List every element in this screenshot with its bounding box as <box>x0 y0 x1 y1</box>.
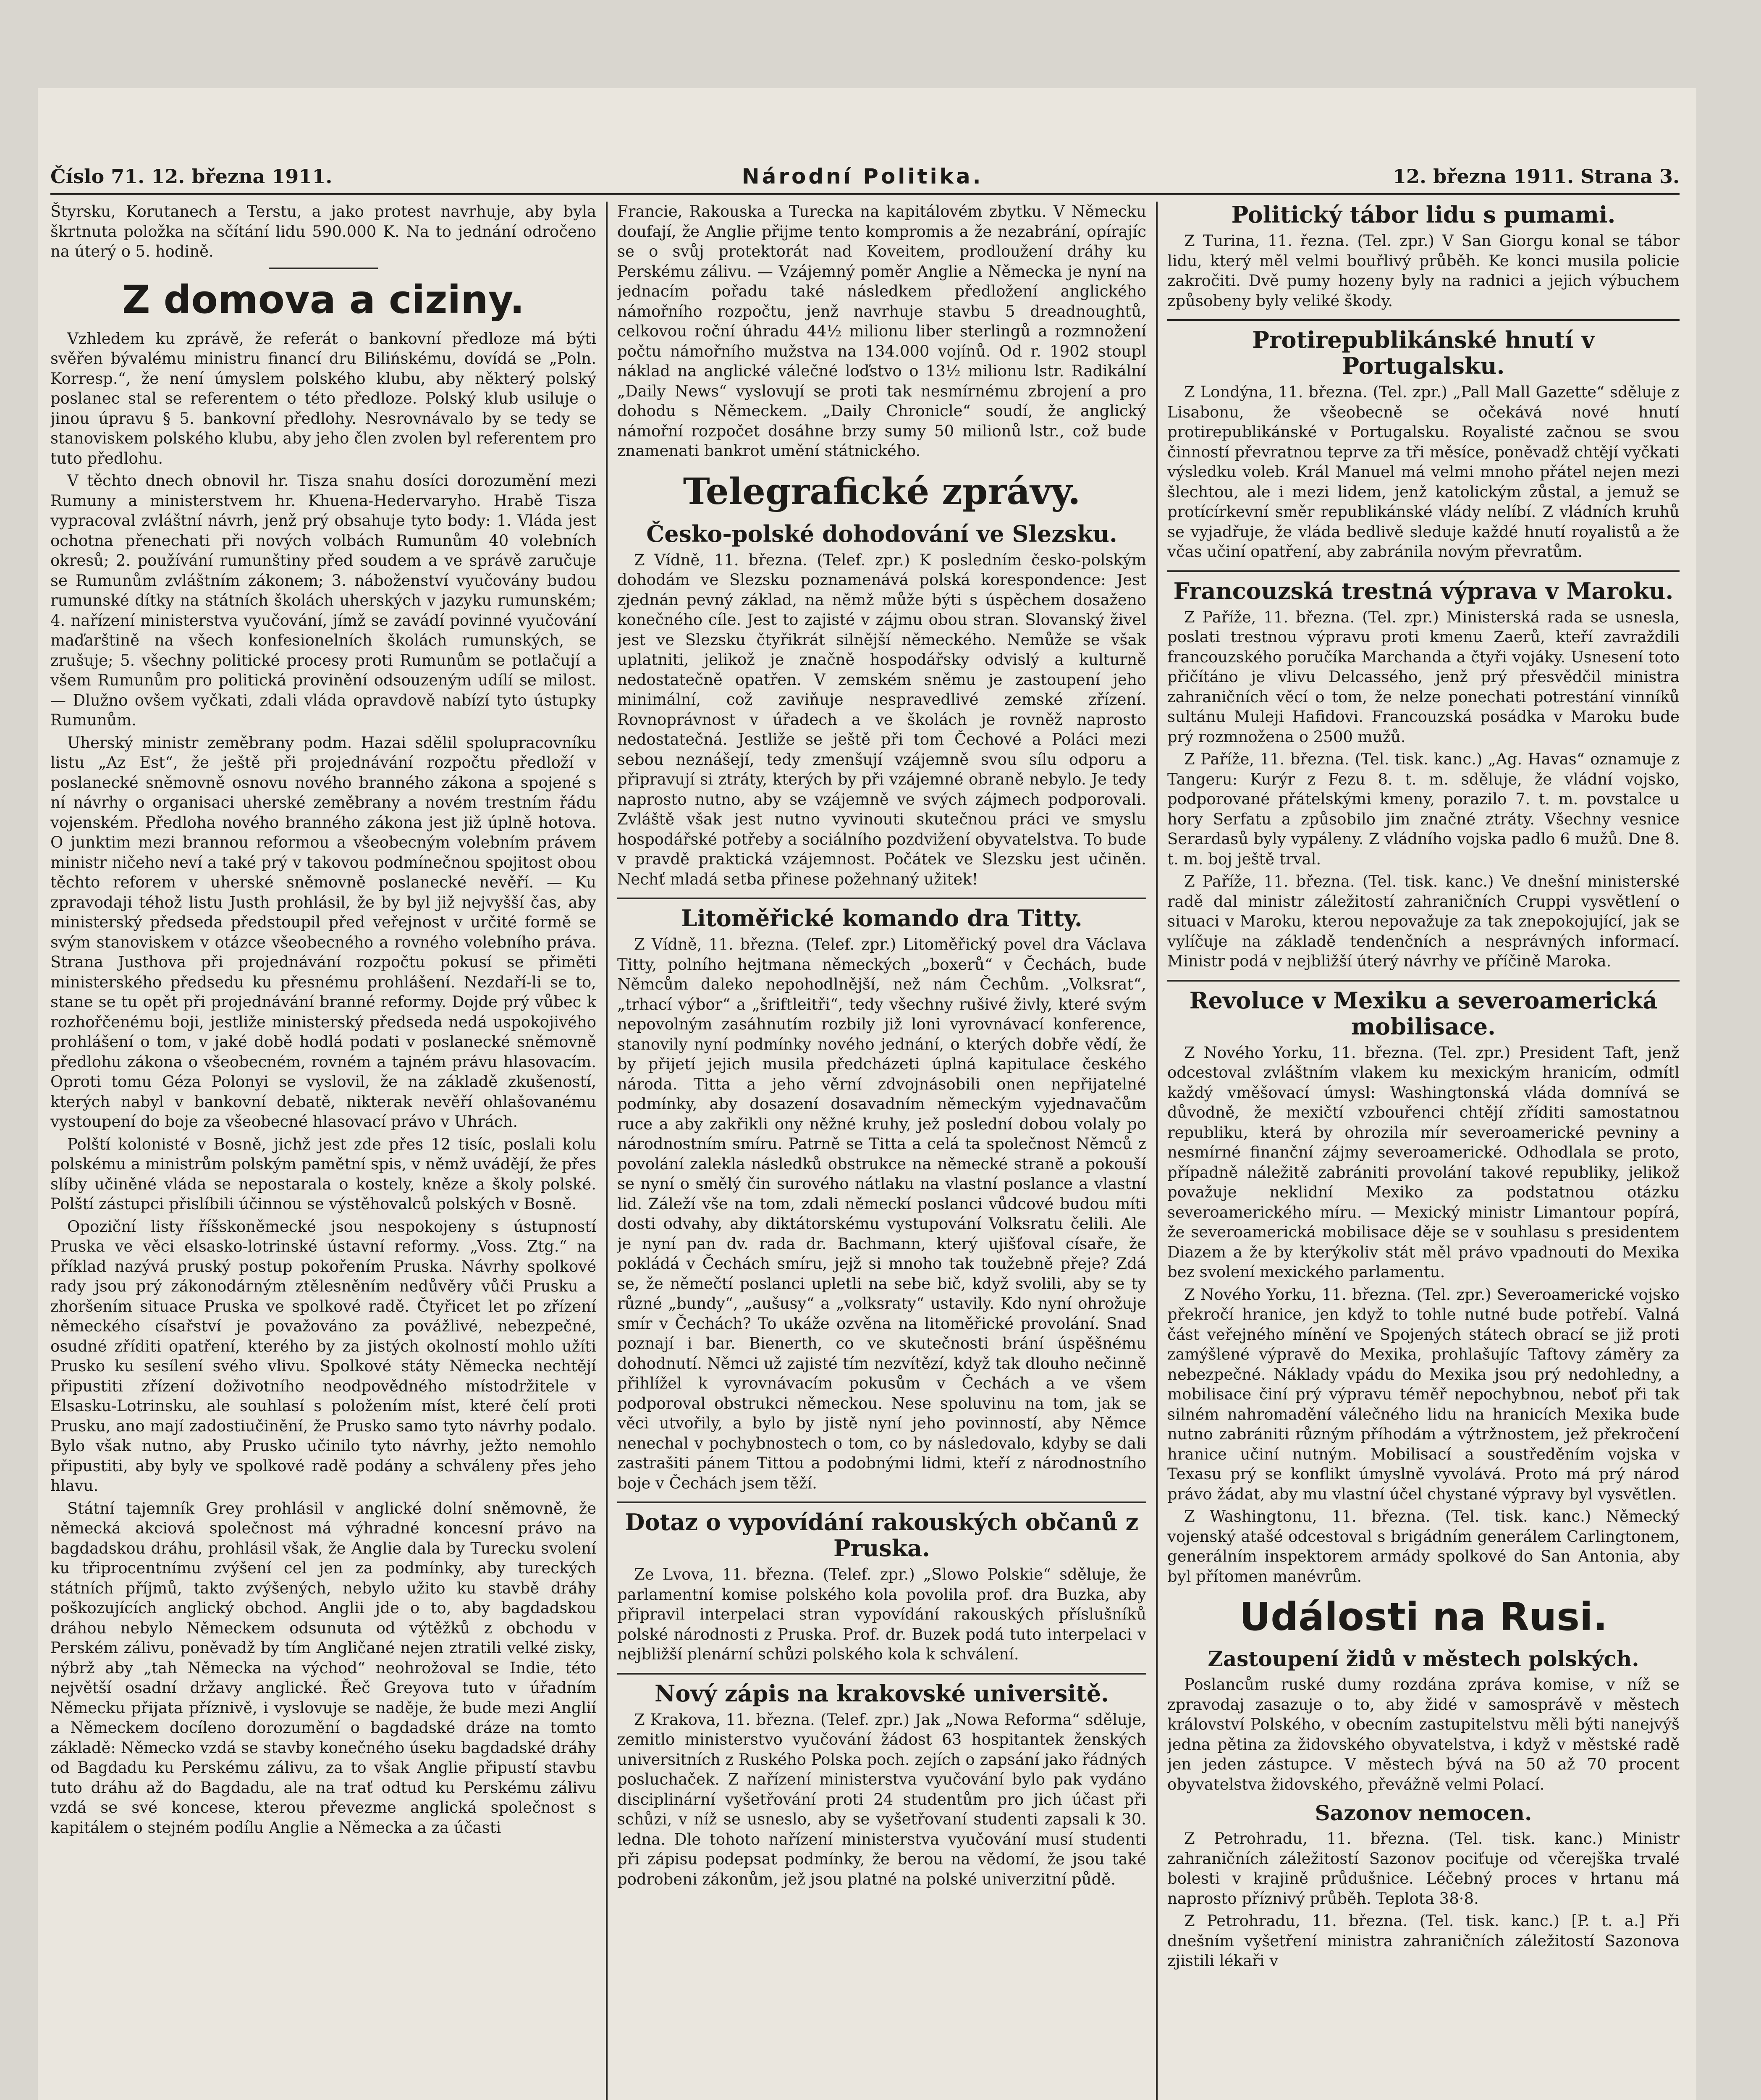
section-title: Události na Rusi. <box>1239 1594 1608 1639</box>
article-text: Z Nového Yorku, 11. března. (Tel. zpr.) Severoamerické vojsko překročí hranice, jen když to tohle nutné bude potřebí. Valná část veřejného mínění ve Spojených státech obrací se již proti zamýšlené výpravě do Mexika, prohlašujíc Taftovy záměry za nebezpečné. Náklady vpádu do Mexika jsou prý nedohledny, a mobilisace činí prý výpravu téměř nepochybnou, neboť při tak silném nahromadění válečného lidu na hranicích Mexika bude nutno zabrániti různým příhodám a výtržnostem, jež překročení hranice učiní nutným. Mobilisací a soustředěním vojska v Texasu prý se konflikt úmyslně vyvolává. Proto má prý národ právo žádat, aby mu vlastní účel chystané výpravy byl vysvětlen. <box>1167 1285 1680 1503</box>
masthead: Národní Politika. <box>742 164 983 189</box>
article-headline: Francouzská trestná výprava v Maroku. <box>1167 570 1680 604</box>
article-text: Ze Lvova, 11. března. (Telef. zpr.) „Slowo Polskie“ sděluje, že parlamentní komise polského kola povolila prof. dra Buzka, aby připravil interpelaci stran vypovídání rakouských příslušníků polské národnosti z Pruska. Prof. dr. Buzek podá tuto interpelaci v nejbližší plenární schůzi polského kola k schválení. <box>617 1565 1146 1663</box>
article-text: Z Vídně, 11. března. (Telef. zpr.) K posledním česko-polským dohodám ve Slezsku poznamenává polská korespondence: Jest zjednán pevný základ, na němž může býti s úspěchem dosaženo konečného cíle. Jest to zajisté v zájmu obou stran. Slovanský živel jest ve Slezsku čtyřikrát silnější německého. Nemůže se však uplatniti, jelikož je značně hospodářsky odvislý a kulturně nedostatečně opatřen. V zemském sněmu je zastoupení jeho minimální, což zaviňuje nespravedlivé zemské zřízení. Rovnoprávnost v úřadech a ve školách je rovněž naprosto nedostatečná. Jestliže se ještě při tom Čechové a Poláci mezi sebou neznášejí, tedy zmenšují vzájemně svou sílu odporu a připravují si ztráty, kterých by při vzájemné obraně nebylo. Je tedy naprosto nutno, aby se vzájemně ve svých zájmech podporovali. Zvláště však jest nutno vyvinouti skutečnou práci ve smyslu hospodářské potřeby a sociálního pozdvižení obyvatelstva. To bude v pravdě praktická vzájemnost. Počátek ve Slezsku jest učiněn. Nechť mladá setba přinese požehnaný užitek! <box>617 551 1146 888</box>
article-text: Z Turina, 11. řezna. (Tel. zpr.) V San Giorgu konal se tábor lidu, který měl velmi bouřlivý průběh. Ke konci musila policie zakročiti. Dvě pumy hozeny byly na radnici a jejich výbuchem způsobeny byly veliké škody. <box>1167 232 1680 310</box>
article-text: Státní tajemník Grey prohlásil v anglické dolní sněmovně, že německá akciová společnost má výhradné koncesní právo na bagdadskou dráhu, prohlásil však, že Anglie dala by Turecku svolení ku třiprocentnímu zvýšení cel jen za podmínky, aby tureckých státních příjmů, takto zvýšených, nebylo užito ku stavbě dráhy poškozujících anglický obchod. Anglii jde o to, aby bagdadskou dráhou nebylo Německem odsunuta od výtěžků z obchodu v Perském zálivu, poněvadž by tím Angličané nejen ztratili velké zisky, nýbrž aby „tah Německa na východ“ neohrožoval se Indie, této největší osadní državy anglické. Řeč Greyova tuto v úřadním Německu přijata příznivě, i vyslovuje se naděje, že bude mezi Anglií a Německem docíleno dorozumění o bagdadské dráze na tomto základě: Německo vzdá se stavby konečného úseku bagdadské dráhy od Bagdadu ku Perskému zálivu, za to však Anglie připustí stavbu tuto dráhu až do Bagdadu, ale na trať odtud ku Perskému zálivu vzdá se své koncese, kterou převezme anglická společnost s kapitálem o stejném podílu Anglie a Německa a za účasti <box>50 1499 596 1837</box>
section-title: Telegrafické zprávy. <box>683 470 1081 513</box>
column-3 <box>1167 202 1680 2100</box>
column-1 <box>50 202 596 2100</box>
section-title: Z domova a ciziny. <box>122 277 525 322</box>
column-divider <box>606 202 608 2100</box>
article-headline: Nový zápis na krakovské universitě. <box>617 1673 1146 1706</box>
article-headline: Zastoupení židů v městech polských. <box>1208 1646 1639 1671</box>
article-text: Z Londýna, 11. března. (Tel. zpr.) „Pall Mall Gazette“ sděluje z Lisabonu, že všeobecně se očekává nové hnutí protirepublikánské v Portugalsku. Royalisté začnou se svou činností převratnou teprve za tři měsíce, poněvadž chtějí vyčkati výsledku voleb. Král Manuel má velmi mnoho přátel nejen mezi šlechtou, ale i mezi lidem, jenž katolickým zůstal, a jemuž se protícírkevní směr republikánské vlády nelíbí. Z vládních kruhů se vyjadřuje, že vláda bedlivě sleduje každé hnutí royalistů a že včas učiní opatření, aby zabránila novým převratům. <box>1167 383 1680 561</box>
article-headline: Česko-polské dohodování ve Slezsku. <box>646 520 1117 547</box>
article-headline: Dotaz o vypovídání rakouských občanů z Pruska. <box>617 1502 1146 1561</box>
article-text: Z Petrohradu, 11. března. (Tel. tisk. kanc.) [P. t. a.] Při dnešním vyšetření ministra zahraničních záležitostí Sazonova zjistili lékaři v <box>1167 1912 1680 1970</box>
article-text: Poslancům ruské dumy rozdána zpráva komise, v níž se zpravodaj zasazuje o to, aby židé v samosprávě v městech království Polského, v obecním zastupitelstvu měli býti nanejvýš jedna pětina za židovského obyvatelstva, i když v městské radě jen jeden zástupce. V městech bývá na 50 až 70 procent obyvatelstva židovského, převážně velmi Polací. <box>1167 1675 1680 1793</box>
page-info: 12. března 1911. Strana 3. <box>1393 165 1680 188</box>
article-text: Z Krakova, 11. března. (Telef. zpr.) Jak „Nowa Reforma“ sděluje, zemitlo ministerstvo vyučování žádost 63 hospitantek ženských universitních z Ruského Polska poch. zejích o zapsání jako řádných posluchaček. Z nařízení ministerstva vyučování bylo pak vydáno disciplinární vyšetřování proti 24 studentům pro jich účast při schůzi, v níž se usneslo, aby se vyšetřovaní studenti zapsali k 30. ledna. Dle tohoto nařízení ministerstva vyučování musí studenti při zápisu podepsat podmínky, že berou na vědomí, že jsou také podrobeni zákonům, jež jsou platné na polské univerzitní půdě. <box>617 1710 1146 1888</box>
article-text: Z Washingtonu, 11. března. (Tel. tisk. kanc.) Německý vojenský atašé odcestoval s brigádním generálem Carlingtonem, generálním inspektorem armády spolkové do San Antonia, aby byl přítomen manévrům. <box>1167 1507 1680 1586</box>
divider <box>269 268 378 269</box>
article-text: Uherský ministr zeměbrany podm. Hazai sdělil spolupracovníku listu „Az Est“, že ještě při projednávání rozpočtu předloží v poslanecké sněmovně osnovu nového branného zákona a spojené s ní návrhy o organisaci uherské zeměbrany a novém trestním řádu vojenském. Předloha nového branného zákona jest již úplně hotova. O junktim mezi brannou reformou a všeobecným volebním právem ministr ničeho neví a také prý v takovou podmínečnou spojitost obou těchto reforem v uherské sněmovně poslanecké nevěří. — Ku zpravodaji téhož listu Justh prohlásil, že by byl již nejvyšší čas, aby ministerský předseda předstoupil před veřejnost v určité formě se svým stanoviskem v otázce všeobecného a rovného volebního práva. Strana Justhova při projednávání rozpočtu pokusí se přiměti ministerského předsedu ku přesnému prohlášení. Nezdaří-li se to, stane se tu opět při projednávání branné reformy. Dojde prý vůbec k rozhořčenému boji, jestliže ministerský předseda nedá uspokojivého prohlášení o tom, v jaké době hodlá podati v poslanecké sněmovně předlohu zákona o všeobecném, rovném a tajném právu hlasovacím. Oproti tomu Géza Polonyi se vyslovil, že na základě zkušeností, kterých nabyl v bankovní debatě, nikterak nevěří ohlašovanému vystoupení do boje za všeobecné hlasovací právo v Uhrách. <box>50 733 596 1131</box>
article-headline: Politický tábor lidu s pumami. <box>1231 202 1616 228</box>
article-text: Z Paříže, 11. března. (Tel. tisk. kanc.) Ve dnešní ministerské radě dal ministr záležitostí zahraničních Cruppi vysvětlení o situaci v Maroku, kterou nepovažuje za tak znepokojující, jak se vylíčuje na základě tendenčních a nesprávných informací. Ministr podá v nejbližší úterý návrhy ve příčině Maroka. <box>1167 872 1680 970</box>
column-2 <box>617 202 1146 2100</box>
column-divider <box>1156 202 1158 2100</box>
article-text: Štyrsku, Korutanech a Terstu, a jako protest navrhuje, aby byla škrtnuta položka na sčítání lidu 590.000 K. Na to jednání odročeno na úterý o 5. hodině. <box>50 202 596 260</box>
article-text: Polští kolonisté v Bosně, jichž jest zde přes 12 tisíc, poslali kolu polskému a ministrům polským pamětní spis, v němž uvádějí, že přes slíby učiněné vláda se nepostarala o kostely, kněze a školy polské. Polští zástupci přislíbili účinnou se výstěhovalců polských v Bosně. <box>50 1135 596 1213</box>
issue-info: Číslo 71. 12. března 1911. <box>50 165 333 188</box>
article-text: V těchto dnech obnovil hr. Tisza snahu dosíci dorozumění mezi Rumuny a ministerstvem hr. Khuena-Hedervaryho. Hrabě Tisza vypracoval zvláštní návrh, jenž prý obsahuje tyto body: 1. Vláda jest ochotna přenechati při nových volbách Rumunům 40 volebních okresů; 2. používání rumunštiny před soudem a ve správě zaručuje se Rumunům zvláštním zákonem; 3. náboženství vyučovány budou rumunské dítky na státních školách uherských v jazyku rumunském; 4. nařízení ministerstva vyučování, jímž se zavádí povinné vyučování maďarštině na všech konfesionelních školách rumunských, se zrušuje; 5. všechny politické procesy proti Rumunům se potlačují a všem Rumunům pro politická provinění odsouzeným udílí se milost. — Dlužno ovšem vyčkati, zdali vláda opravdově nabízí tyto ústupky Rumunům. <box>50 472 596 729</box>
article-text: Opoziční listy říšskoněmecké jsou nespokojeny s ústupností Pruska ve věci elsasko-lotrinské ústavní reformy. „Voss. Ztg.“ na příklad nazývá pruský postup pokořením Pruska. Návrhy spolkové rady jsou prý zákonodárným ztělesněním nedůvěry vůči Prusku a zhoršením situace Pruska ve spolkové radě. Čtyřicet let po zřízení německého císařství je považováno za povážlivé, nebezpečné, osudné zříditi opatření, kterého by za jistých okolností mohlo užíti Prusko ku sesílení svého vlivu. Spolkové státy Německa nechtějí připustiti zřízení doživotního neodpovědného místodržitele v Elsasku-Lotrinsku, ale souhlasí s položením míst, které čelí proti Prusku, ano mají zadostiučinění, že Prusko samo tyto návrhy podalo. Bylo však nutno, aby Prusko učinilo tyto návrhy, ježto nemohlo připustiti, aby byly ve spolkové radě podány a schváleny přes jeho hlavu. <box>50 1217 596 1495</box>
page-header <box>50 160 1680 195</box>
article-text: Z Nového Yorku, 11. března. (Tel. zpr.) President Taft, jenž odcestoval zvláštním vlakem ku mexickým hranicím, odmítl každý vměšovací úmysl: Washingtonská vláda domnívá se důvodně, že mexičtí vzbouřenci chtějí zříditi samostatnou republiku, která by ohrozila mír severoamerické pevniny a nesmírné finanční zájmy severoamerické. Odhodlala se proto, případně náležitě zabrániti provolání takové republiky, jelikož považuje neklidní Mexiko za podstatnou otázku severoamerického míru. — Mexický ministr Limantour popírá, že severoamerická mobilisace děje se v souhlasu s presidentem Diazem a že by kterýkoliv stát měl právo vpadnouti do Mexika bez svolení mexického parlamentu. <box>1167 1043 1680 1281</box>
article-text: Vzhledem ku zprávě, že referát o bankovní předloze má býti svěřen bývalému ministru financí dru Bilińskému, dovídá se „Poln. Korresp.“, že není úmyslem polského klubu, aby některý polský poslanec stal se referentem o této předloze. Polský klub usiluje o jinou úpravu § 5. bankovní předlohy. Nesrovnávalo by se tedy se stanoviskem polského klubu, aby jeho člen zvolen byl referentem pro tuto předlohu. <box>50 329 596 467</box>
article-text: Z Vídně, 11. března. (Telef. zpr.) Litoměřický povel dra Václava Titty, polního hejtmana německých „boxerů“ v Čechách, bude Němcům daleko nepohodlnější, než nám Čechům. „Volksrat“, „trhací výbor“ a „šriftleitři“, tedy všechny rušivé živly, které svým nepovolným zasáhnutím rozbily již loni vyrovnávací konference, stanovily nyní podmínky nového jednání, o kterých dobře vědí, že by přijetí jejich musila předcházeti úplná kapitulace českého národa. Titta a jeho věrní zdvojnásobili onen nepřijatelné podmínky, aby dosazení dosavadním německým vyjednavačům ruce a aby zakřikli ony něžné kruhy, jež poslední dobou volaly po národnostním smíru. Patrně se Titta a celá ta společnost Němců z povolání zalekla následků obstrukce na německé straně a pokouší se nyní o smělý čin surového nátlaku na vlastní poslance a vlastní lid. Záleží vše na tom, zdali německí poslanci vůdcové budou míti dosti odvahy, aby diktátorskému vystupování Volksratu čelili. Ale je nyní pan dv. rada dr. Bachmann, který ujišťoval císaře, že pokládá v Čechách smíru, jejž si mnoho tak toužebně přeje? Zdá se, že němečtí poslanci upletli na sebe bič, když svolili, aby se ty různé „bundy“, „aušusy“ a „volksraty“ ustavily. Kdo nyní ohrožuje smír v Čechách? To ukáže ozvěna na litoměřické provolání. Snad poznají i bar. Bienerth, co ve skutečnosti brání úspěšnému dohodnutí. Němci už zajisté tím nezvítězí, když tak dlouho nečinně přihlížel k vyrovnávacím pokusům v Čechách a ve všem podporoval obstrukci německou. Nese spoluvinu na tom, jak se věci utvořily, a bylo by jistě nyní jeho povinností, aby Němce nenechal v pochybnostech o tom, co by následovalo, kdyby se dali zastrašiti pánem Tittou a podobnými lidmi, kteří z národnostního boje v Čechách jsem těží. <box>617 935 1146 1492</box>
article-text: Francie, Rakouska a Turecka na kapitálovém zbytku. V Německu doufají, že Anglie přijme tento kompromis a že nezabrání, opírajíc se o svůj protektorát nad Koveitem, prodloužení dráhy ku Perskému zálivu. — Vzájemný poměr Anglie a Německa je nyní na jednacím pořadu také následkem předložení anglického námořního rozpočtu, jenž navrhuje stavbu 5 dreadnoughtů, celkovou roční úhradu 44½ milionu liber sterlingů a rozmnožení počtu námořního mužstva na 134.000 vojínů. Od r. 1902 stoupl náklad na anglické válečné loďstvo o 13½ milionu lstr. Radikální „Daily News“ vyslovují se proti tak nesmírnému zbrojení a pro dohodu s Německem. „Daily Chronicle“ soudí, že anglický námořní rozpočet dosáhne brzy sumy 50 milionů lstr., což bude znamenati bankrot umění státnického. <box>617 202 1146 460</box>
article-headline: Litoměřické komando dra Titty. <box>617 898 1146 931</box>
article-headline: Sazonov nemocen. <box>1315 1801 1532 1825</box>
article-text: Z Paříže, 11. března. (Tel. tisk. kanc.) „Ag. Havas“ oznamuje z Tangeru: Kurýr z Fezu 8. t. m. sděluje, že vládní vojsko, podporované přátelskými kmeny, porazilo 7. t. m. povstalce u hory Serfatu a způsobilo jim značné ztráty. Všechny vesnice Serardasů byly vypáleny. Z vládního vojska padlo 6 mužů. Dne 8. t. m. boj ještě trval. <box>1167 750 1680 868</box>
article-text: Z Paříže, 11. března. (Tel. zpr.) Ministerská rada se usnesla, poslati trestnou výpravu proti kmenu Zaerů, kteří zavraždili francouzského poručíka Marchanda a čtyři vojáky. Usnesení toto přičítáno je vlivu Delcassého, jenž prý přesvědčil ministra zahraničních věcí o tom, že nelze ponechati potrestání vinníků sultánu Muleji Hafidovi. Francouzská posádka v Maroku bude prý rozmnožena o 2500 mužů. <box>1167 608 1680 746</box>
article-headline: Protirepublikánské hnutí v Portugalsku. <box>1167 319 1680 379</box>
article-headline: Revoluce v Mexiku a severoamerická mobilisace. <box>1167 980 1680 1040</box>
article-text: Z Petrohradu, 11. března. (Tel. tisk. kanc.) Ministr zahraničních záležitostí Sazonov pociťuje od včerejška trvalé bolesti v krajině průdušnice. Léčebný proces v hrtanu má naprosto příznivý průběh. Teplota 38·8. <box>1167 1830 1680 1908</box>
